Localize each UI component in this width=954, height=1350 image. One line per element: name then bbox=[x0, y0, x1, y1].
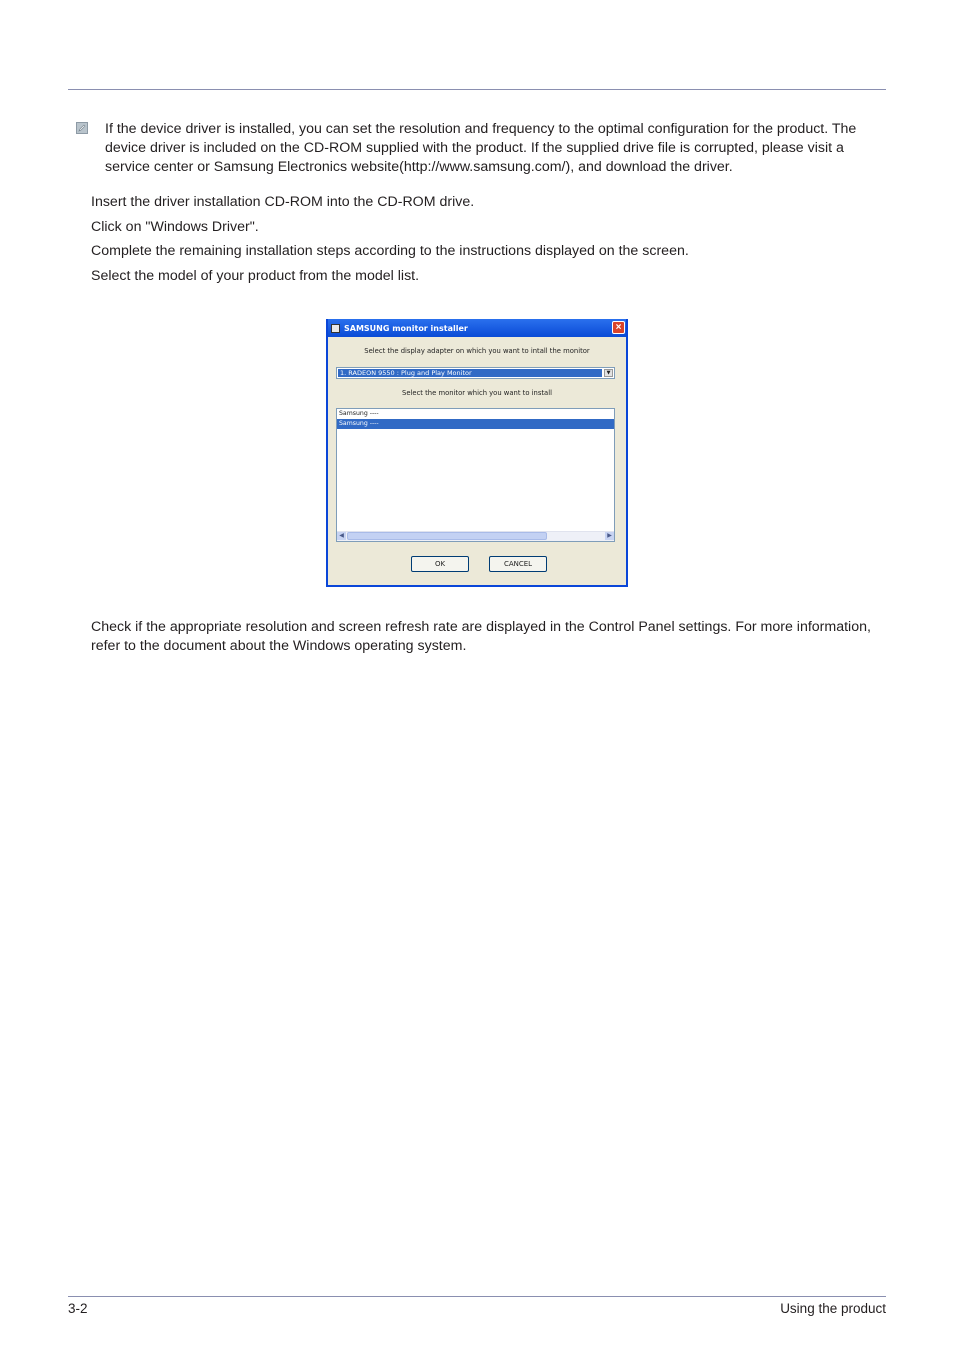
close-button[interactable] bbox=[612, 321, 625, 334]
adapter-selected-value: 1. RADEON 9550 : Plug and Play Monitor bbox=[338, 369, 602, 377]
step-list bbox=[91, 193, 689, 291]
horizontal-scrollbar[interactable] bbox=[337, 531, 614, 541]
header-rule bbox=[68, 89, 886, 90]
note-block bbox=[76, 120, 876, 177]
adapter-dropdown[interactable] bbox=[336, 367, 615, 379]
note-text: If the device driver is installed, you can set the resolution and frequency to the optimal configuration for the product. The device driver is included on the CD-ROM supplied with the product. If the supplied drive file is corrupted, please visit a service center or Samsung Electronics website(http://www.samsung.com/), and download the driver. bbox=[105, 121, 857, 175]
chevron-down-icon[interactable]: ▼ bbox=[604, 369, 613, 377]
step-item: Select the model of your product from the model list. bbox=[91, 267, 420, 284]
list-item[interactable]: Samsung ---- bbox=[339, 410, 379, 417]
final-instruction: Check if the appropriate resolution and screen refresh rate are displayed in the Control Panel settings. For more information, refer to the document about the Windows operating system. bbox=[91, 619, 871, 654]
chevron-left-icon[interactable]: ◀ bbox=[337, 532, 346, 540]
step-item: Insert the driver installation CD-ROM into the CD-ROM drive. bbox=[91, 194, 475, 210]
installer-dialog bbox=[326, 319, 628, 587]
section-title: Using the product bbox=[780, 1301, 886, 1316]
close-icon: × bbox=[615, 322, 622, 333]
scrollbar-thumb[interactable] bbox=[347, 532, 547, 540]
monitor-list[interactable] bbox=[336, 408, 615, 542]
dialog-title: SAMSUNG monitor installer bbox=[344, 323, 468, 333]
app-icon bbox=[331, 324, 340, 333]
note-pencil-icon bbox=[76, 122, 88, 134]
step-item: Complete the remaining installation steps according to the instructions displayed on the screen. bbox=[91, 243, 689, 259]
cancel-button[interactable]: CANCEL bbox=[489, 556, 547, 572]
footer-rule bbox=[68, 1296, 886, 1297]
chevron-right-icon[interactable]: ▶ bbox=[605, 532, 614, 540]
adapter-label: Select the display adapter on which you want to intall the monitor bbox=[364, 347, 590, 355]
page-number: 3-2 bbox=[68, 1301, 88, 1316]
monitor-label: Select the monitor which you want to install bbox=[402, 389, 552, 397]
ok-button[interactable]: OK bbox=[411, 556, 469, 572]
list-item-selected[interactable]: Samsung ---- bbox=[337, 419, 614, 429]
dialog-body bbox=[328, 337, 626, 585]
dialog-titlebar bbox=[328, 319, 626, 337]
step-item: Click on "Windows Driver". bbox=[91, 218, 259, 235]
